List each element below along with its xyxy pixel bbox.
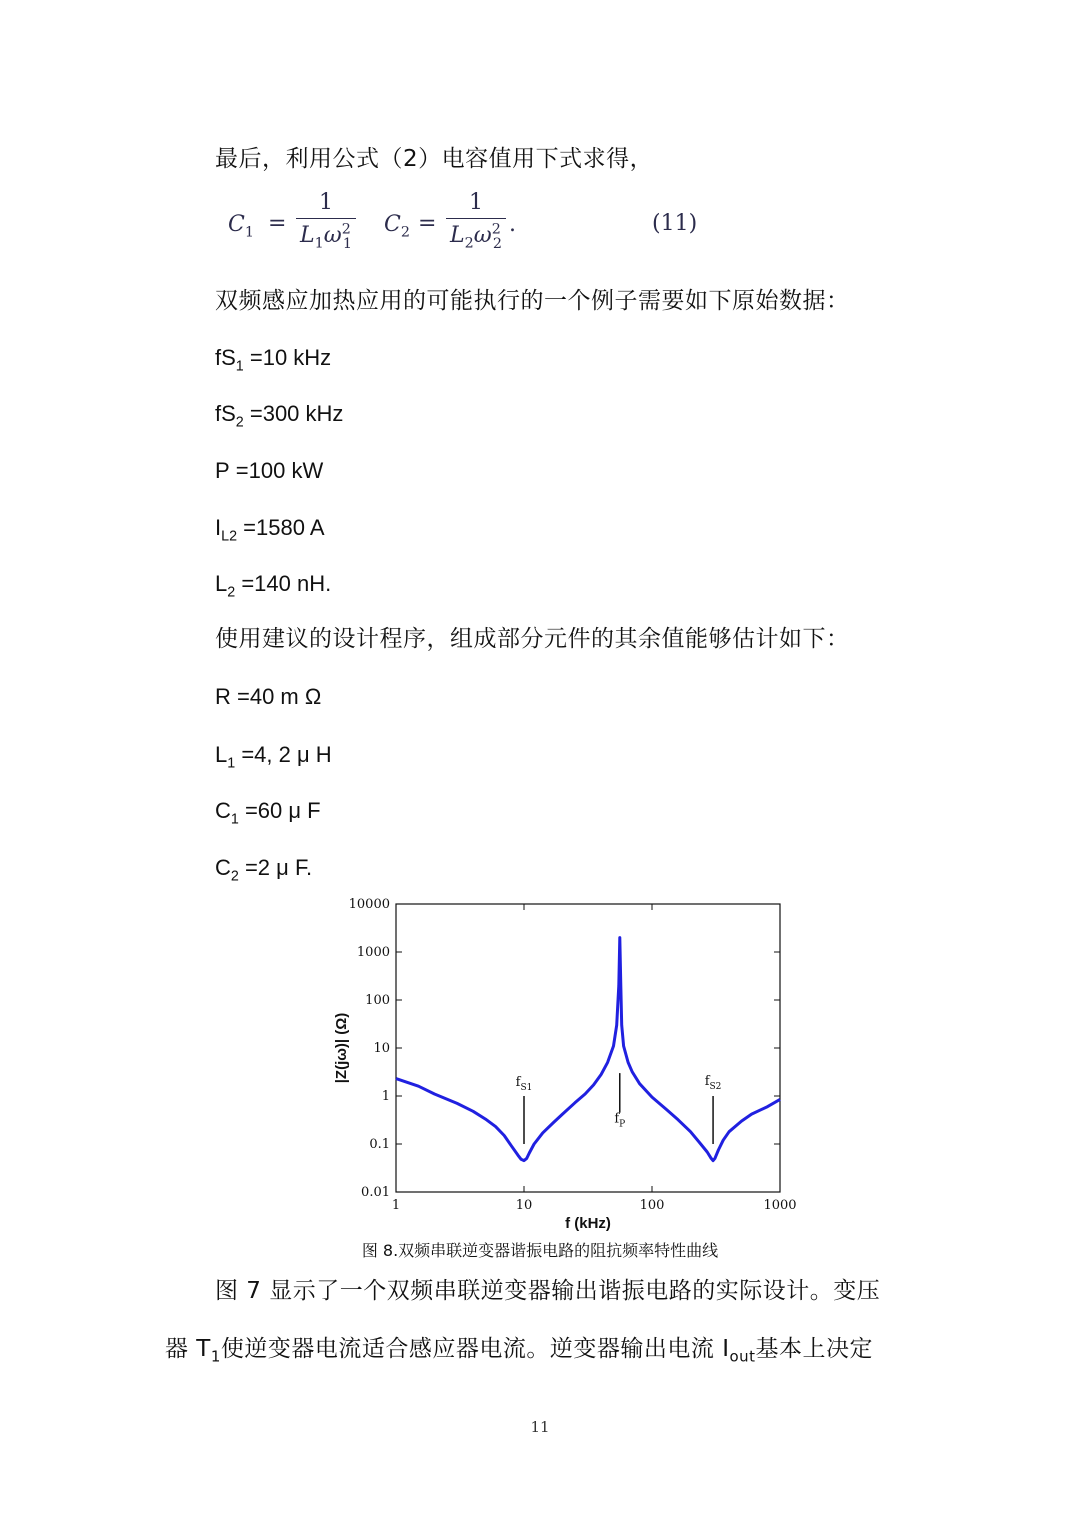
y-tick-label: 0.1 <box>369 1137 390 1152</box>
given-l2: $L_2 =140$ nH. <box>215 571 332 601</box>
impedance-chart <box>330 892 800 1237</box>
estimated-r: R =40 m Ω <box>215 684 322 709</box>
y-tick-label: 100 <box>365 993 390 1008</box>
formula-11 <box>228 190 708 266</box>
equals-1: = <box>268 211 287 236</box>
y-tick-label: 10 <box>373 1041 390 1056</box>
impedance-curve <box>396 938 780 1161</box>
example-intro-text: 双频感应加热应用的可能执行的一个例子需要如下原始数据： <box>215 288 850 314</box>
equation-number: (11) <box>652 211 698 236</box>
intro-text: 最后，利用公式（2）电容值用下式求得， <box>215 146 654 172</box>
estimated-c1: $C_1 =60$ μ F <box>215 798 321 828</box>
x-tick-label: 1 <box>391 1198 401 1213</box>
equals-2: = <box>418 211 437 236</box>
x-tick-label: 10 <box>515 1198 533 1213</box>
fs1-annotation: $f_{S1}$ <box>515 1075 533 1094</box>
x-axis-label: f (kHz) <box>565 1215 611 1232</box>
x-tick-label: 1000 <box>763 1198 797 1213</box>
formula-period: . <box>509 212 516 237</box>
fs2-annotation: $f_{S2}$ <box>704 1073 722 1092</box>
given-power: P =100 kW <box>215 458 324 483</box>
estimate-intro-text: 使用建议的设计程序，组成部分元件的其余值能够估计如下： <box>215 626 850 652</box>
estimated-l1: $L_1 =4$, 2 μ H <box>215 742 332 772</box>
c2-lhs: $C_2$ <box>384 212 410 241</box>
page-number: 11 <box>530 1418 550 1436</box>
plot-frame <box>396 904 780 1192</box>
x-tick-label: 100 <box>639 1198 665 1213</box>
paragraph-line-2: 器 $T_1$使逆变器电流适合感应器电流。逆变器输出电流 $I_{out}$基本上决定 <box>165 1336 873 1366</box>
y-tick-label: 1000 <box>356 945 390 960</box>
fp-annotation: $f_P$ <box>614 1111 626 1130</box>
c2-fraction: 1 $L_2\omega^2_2$ <box>446 190 506 252</box>
y-tick-label: 1 <box>381 1089 390 1104</box>
given-il2: $I_{L2} =1580$ A <box>215 515 325 545</box>
y-tick-label: 10000 <box>348 897 390 912</box>
y-tick-label: 0.01 <box>361 1185 390 1200</box>
y-axis-label: |Z(jω)| (Ω) <box>333 1012 350 1084</box>
given-fs1: $fS_1 =10$ kHz <box>215 345 332 375</box>
c1-fraction: 1 $L_1\omega^2_1$ <box>296 190 356 252</box>
c1-lhs: $C_1$ <box>228 212 254 241</box>
estimated-c2: $C_2 =2$ μ F. <box>215 855 313 885</box>
paragraph-line-1: 图 7 显示了一个双频串联逆变器输出谐振电路的实际设计。变压 <box>215 1278 881 1304</box>
figure-caption: 图 8.双频串联逆变器谐振电路的阻抗频率特性曲线 <box>361 1241 719 1260</box>
given-fs2: $fS_2 =300$ kHz <box>215 401 344 431</box>
